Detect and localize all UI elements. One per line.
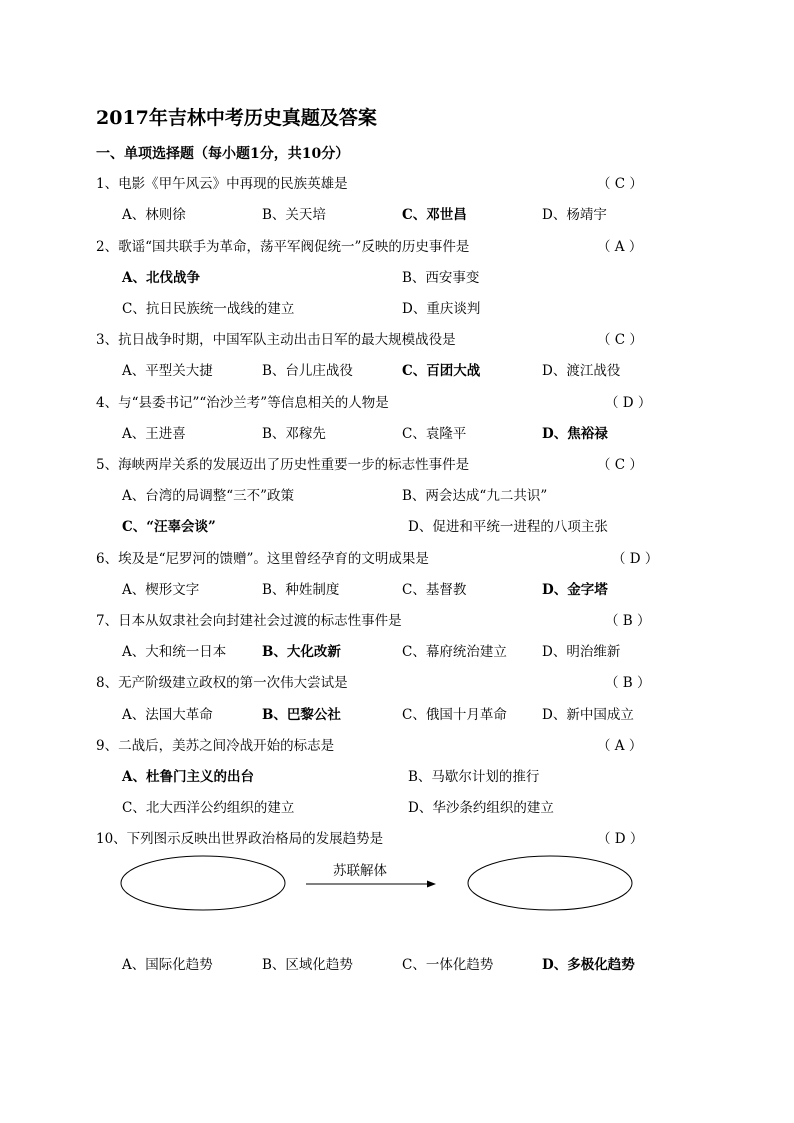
answer-mark: （ C ） — [597, 176, 643, 192]
option-d-correct: D、焦裕禄 — [542, 426, 608, 442]
arrow-label: 苏联解体 — [333, 863, 387, 879]
option-b: B、区域化趋势 — [262, 957, 353, 973]
left-ellipse — [121, 856, 285, 910]
option-a: A、大和统一日本 — [122, 644, 227, 660]
answer-mark: （ D ） — [605, 395, 652, 411]
option-b: B、西安事变 — [402, 270, 480, 286]
question-stem: 7、日本从奴隶社会向封建社会过渡的标志性事件是 — [96, 613, 402, 629]
option-b: B、两会达成“九二共识” — [402, 488, 548, 504]
option-a: A、法国大革命 — [122, 707, 213, 723]
option-c: C、俄国十月革命 — [402, 707, 507, 723]
option-a: A、台湾的局调整“三不”政策 — [122, 488, 295, 504]
section-heading: 一、单项选择题（每小题1分，共10分） — [96, 146, 350, 162]
option-c: C、幕府统治建立 — [402, 644, 507, 660]
answer-mark: （ C ） — [597, 332, 643, 348]
question-stem: 4、与“县委书记”“治沙兰考”等信息相关的人物是 — [96, 395, 389, 411]
right-ellipse — [468, 856, 632, 910]
option-c: C、袁隆平 — [402, 426, 467, 442]
option-d: D、促进和平统一进程的八项主张 — [408, 519, 608, 535]
question-stem: 1、电影《甲午风云》中再现的民族英雄是 — [96, 176, 348, 192]
arrow-head — [427, 881, 436, 888]
option-d-correct: D、多极化趋势 — [542, 957, 635, 973]
option-c: C、基督教 — [402, 582, 467, 598]
question-stem: 10、下列图示反映出世界政治格局的发展趋势是 — [96, 831, 384, 847]
option-b-correct: B、大化改新 — [262, 644, 341, 660]
answer-mark: （ B ） — [605, 613, 651, 629]
option-a-correct: A、杜鲁门主义的出台 — [122, 769, 254, 785]
option-c: C、北大西洋公约组织的建立 — [122, 800, 295, 816]
answer-mark: （ D ） — [597, 831, 644, 847]
option-d: D、新中国成立 — [542, 707, 634, 723]
option-b: B、马歇尔计划的推行 — [408, 769, 540, 785]
question-stem: 6、埃及是“尼罗河的馈赠”。这里曾经孕育的文明成果是 — [96, 551, 429, 567]
option-d-correct: D、金字塔 — [542, 582, 608, 598]
option-c-correct: C、邓世昌 — [402, 207, 467, 223]
question-stem: 8、无产阶级建立政权的第一次伟大尝试是 — [96, 675, 348, 691]
answer-mark: （ B ） — [605, 675, 651, 691]
option-a: A、国际化趋势 — [122, 957, 213, 973]
option-d: D、明治维新 — [542, 644, 621, 660]
option-d: D、杨靖宇 — [542, 207, 607, 223]
option-c-correct: C、“汪辜会谈” — [122, 519, 216, 535]
option-b: B、台儿庄战役 — [262, 363, 353, 379]
answer-mark: （ C ） — [597, 457, 643, 473]
question-stem: 3、抗日战争时期，中国军队主动出击日军的最大规模战役是 — [96, 332, 456, 348]
option-c-correct: C、百团大战 — [402, 363, 481, 379]
question-stem: 9、二战后，美苏之间冷战开始的标志是 — [96, 738, 335, 754]
option-a: A、林则徐 — [122, 207, 186, 223]
page-title: 2017年吉林中考历史真题及答案 — [96, 107, 377, 129]
option-b: B、邓稼先 — [262, 426, 326, 442]
option-b-correct: B、巴黎公社 — [262, 707, 341, 723]
option-a: A、王进喜 — [122, 426, 186, 442]
option-b: B、种姓制度 — [262, 582, 340, 598]
option-a-correct: A、北伐战争 — [122, 270, 200, 286]
option-a: A、平型关大捷 — [122, 363, 213, 379]
answer-mark: （ D ） — [612, 551, 659, 567]
option-c: C、一体化趋势 — [402, 957, 494, 973]
question-stem: 5、海峡两岸关系的发展迈出了历史性重要一步的标志性事件是 — [96, 457, 470, 473]
answer-mark: （ A ） — [597, 738, 643, 754]
option-b: B、关天培 — [262, 207, 326, 223]
option-a: A、楔形文字 — [122, 582, 200, 598]
question-stem: 2、歌谣“国共联手为革命，荡平军阀促统一”反映的历史事件是 — [96, 239, 470, 255]
option-d: D、重庆谈判 — [402, 301, 481, 317]
option-d: D、渡江战役 — [542, 363, 621, 379]
answer-mark: （ A ） — [597, 239, 643, 255]
option-c: C、抗日民族统一战线的建立 — [122, 301, 295, 317]
option-d: D、华沙条约组织的建立 — [408, 800, 554, 816]
